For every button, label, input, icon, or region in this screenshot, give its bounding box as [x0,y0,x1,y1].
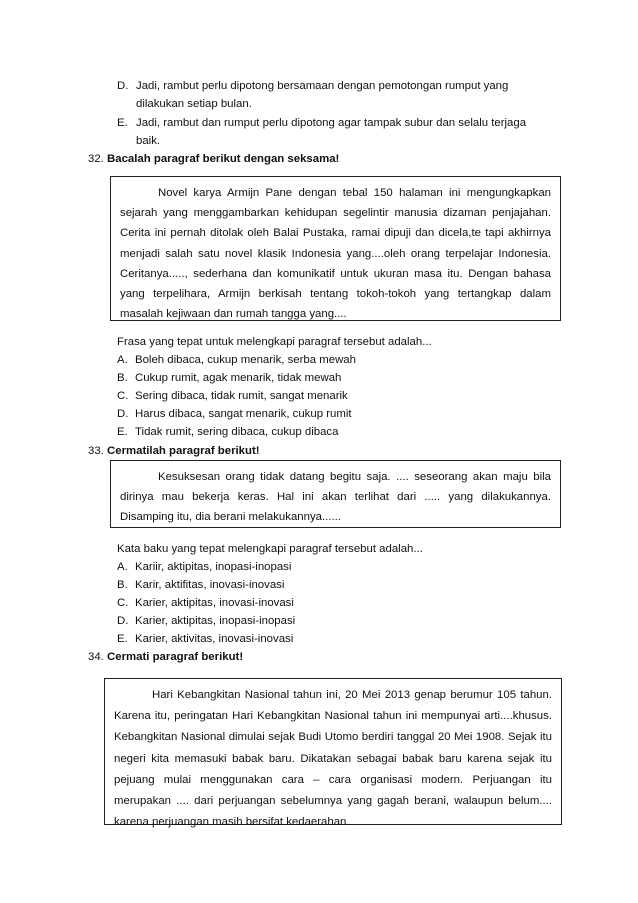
question-33-heading [88,442,260,460]
question-number: 33. [88,445,104,457]
question-number: 32. [88,153,104,165]
question-instruction: Cermatilah paragraf berikut! [107,445,260,457]
passage-box-32 [110,176,561,321]
question-34-heading [88,648,243,666]
question-32-prompt: Frasa yang tepat untuk melengkapi paragraf tersebut adalah... [117,336,432,348]
option-d-line-2: dilakukan setiap bulan. [136,98,252,110]
option-e-line-1: Jadi, rambut dan rumput perlu dipotong agar tampak subur dan selalu terjaga [136,117,527,129]
passage-box-33 [110,460,561,528]
passage-text: Novel karya Armijn Pane dengan tebal 150 halaman ini mengungkapkan sejarah yang menggambarkan kehidupan segelintir manusia dizaman penjajahan. Cerita ini pernah ditolak oleh Balai Pustaka, ramai dipuji dan dicela,te tapi akhirnya menjadi salah satu novel klasik Indonesia yang....oleh orang terpelajar Indonesia. Ceritanya....., sederhana dan komunikatif untuk ukuran masa itu. Dengan bahasa yang terpelihara, Armijn berkisah tentang tokoh-tokoh yang tertangkap dalam masalah kejiwaan dan rumah tangga yang.... [120,187,551,321]
question-number: 34. [88,651,104,663]
passage-text: Kesuksesan orang tidak datang begitu saja. .... seseorang akan maju bila dirinya mau bekerja keras. Hal ini akan terlihat dari ..... yang dilakukannya. Disamping itu, dia berani melakukannya...... [120,471,551,523]
question-32-heading [88,150,339,168]
question-instruction: Bacalah paragraf berikut dengan seksama! [107,153,340,165]
option-d-letter: D. [117,80,129,92]
passage-text: Hari Kebangkitan Nasional tahun ini, 20 Mei 2013 genap berumur 105 tahun. Karena itu, peringatan Hari Kebangkitan Nasional tahun ini mempunyai arti....khusus. Kebangkitan Nasional dimulai sejak Budi Utomo berdiri tanggal 20 Mei 1908. Sejak itu negeri kita memasuki babak baru. Dikatakan sebagai babak baru karena sejak itu pejuang mulai menggunakan cara – cara organisasi modern. Perjuangan itu merupakan .... dari perjuangan sebelumnya yang gagah berani, walaupun belum.... karena perjuangan masih bersifat kedaerahan. [114,689,552,829]
question-instruction: Cermati paragraf berikut! [107,651,244,663]
passage-box-34 [104,678,562,829]
option-e-line-2: baik. [136,135,161,147]
option-e-letter: E. [117,117,128,129]
question-33-prompt: Kata baku yang tepat melengkapi paragraf tersebut adalah... [117,543,423,555]
option-d-line-1: Jadi, rambut perlu dipotong bersamaan dengan pemotongan rumput yang [136,80,509,92]
document-page: D. Jadi, rambut perlu dipotong bersamaan dengan pemotongan rumput yang dilakukan setiap bulan. E. Jadi, rambut dan rumput perlu dipotong agar tampak subur dan selalu terjaga baik. 32. Bacalah paragraf berikut dengan seksama! Novel karya Armijn Pane dengan tebal 150 halaman ini mengungkapkan sejarah yang menggambarkan kehidupan segelintir manusia dizaman penjajahan. Cerita ini pernah ditolak oleh Balai Pustaka, ramai dipuji dan dicela,te tapi akhirnya menjadi salah satu novel klasik Indonesia yang....oleh orang terpelajar Indonesia. Ceritanya....., sederhana dan komunikatif untuk ukuran masa itu. Dengan bahasa yang terpelihara, Armijn berkisah tentang tokoh-tokoh yang tertangkap dalam masalah kejiwaan dan rumah tangga yang.... Frasa yang tepat untuk melengkapi paragraf tersebut adalah... A. Boleh dibaca, cukup menarik, serba mewah B. Cukup rumit, agak menarik, tidak mewah C. Sering dibaca, tidak rumit, sangat menarik D. Harus dibaca, sangat menarik, cukup rumit E. Tidak rumit, sering dibaca, cukup dibaca 33. Cermatilah paragraf berikut! Kesuksesan orang tidak datang begitu saja. .... seseorang akan maju bila dirinya mau bekerja keras. Hal ini akan terlihat dari ..... yang dilakukannya. Disamping itu, dia berani melakukannya...... Kata baku yang tepat melengkapi paragraf tersebut adalah... A. Kariir, aktipitas, inopasi-inopasi B. Karir, aktifitas, inovasi-inovasi C. Karier, aktipitas, inovasi-inovasi D. Karier, aktipitas, inopasi-inopasi E. Karier, aktivitas, inovasi-inovasi 34. Cermati paragraf berikut! Hari Kebangkitan Nasional tahun ini, 20 Mei 2013 genap berumur 105 tahun. Karena itu, peringatan Hari Kebangkitan Nasional tahun ini mempunyai arti....khusus. Kebangkitan Nasional dimulai sejak Budi Utomo berdiri tanggal 20 Mei 1908. Sejak itu negeri kita memasuki babak baru. Dikatakan sebagai babak baru karena sejak itu pejuang mulai menggunakan cara – cara organisasi modern. Perjuangan itu merupakan .... dari perjuangan sebelumnya yang gagah berani, walaupun belum.... karena perjuangan masih bersifat kedaerahan. [0,0,638,903]
